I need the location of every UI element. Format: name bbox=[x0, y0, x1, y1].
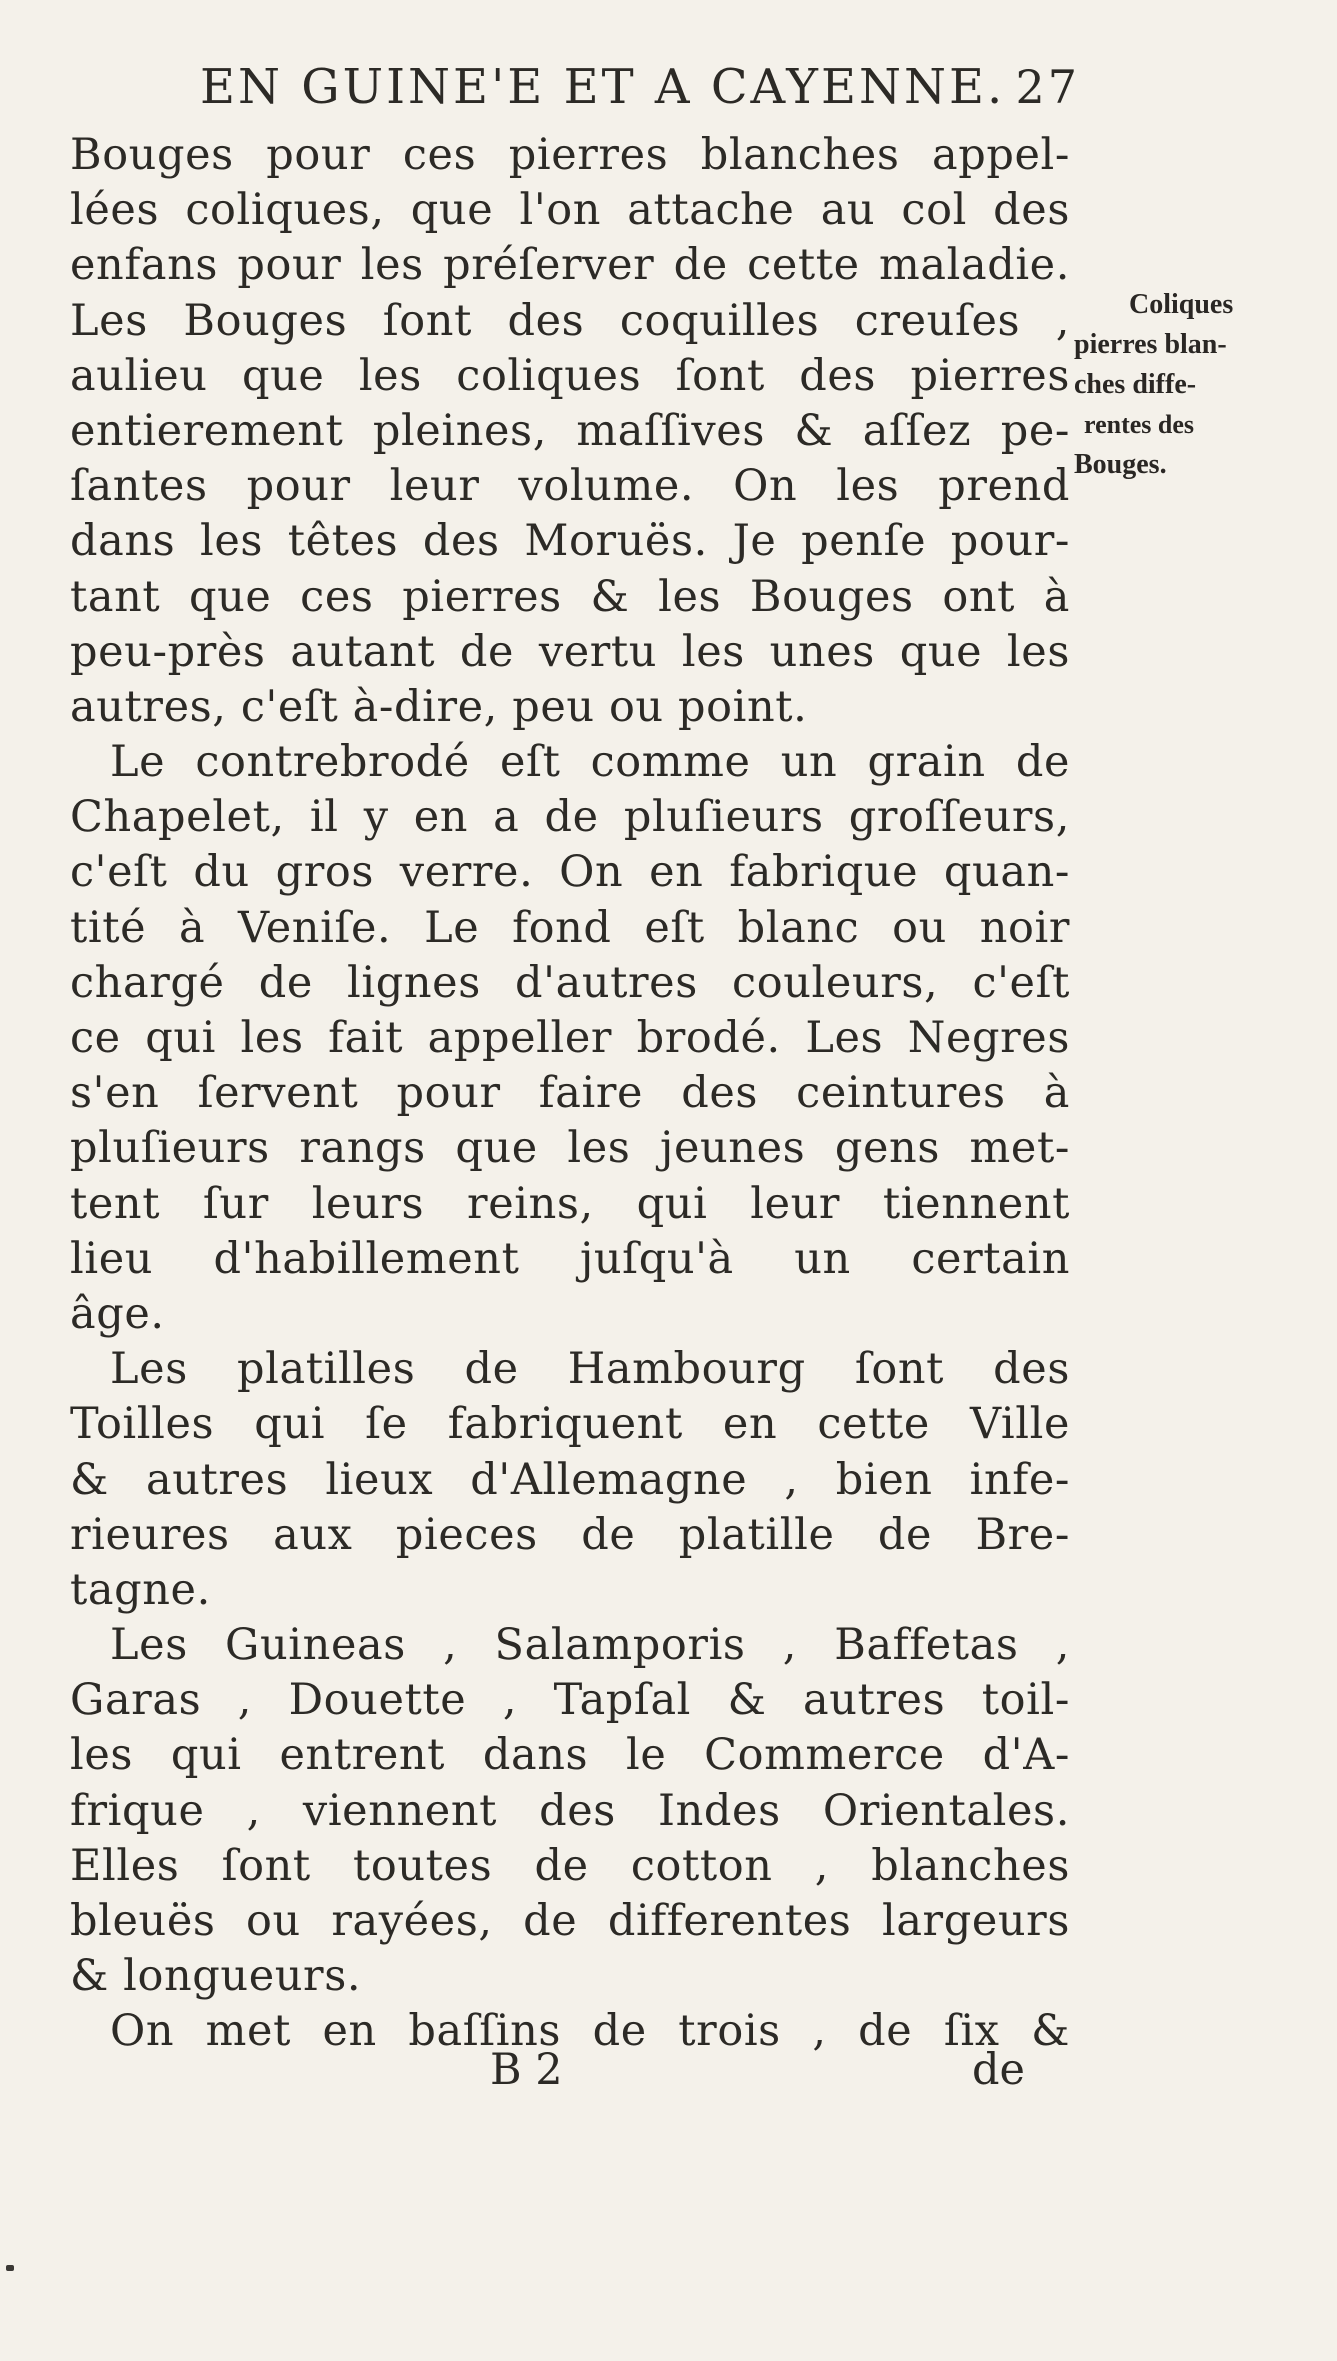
text-line: Bouges pour ces pierres blanches appel- bbox=[70, 130, 1070, 180]
text-line: Garas , Douette , Tapſal & autres toil- bbox=[70, 1675, 1070, 1726]
text-line: c'eſt du gros verre. On en fabrique quan- bbox=[70, 847, 1070, 898]
text-line: les qui entrent dans le Commerce d'A- bbox=[70, 1730, 1070, 1781]
text-line: bleuës ou rayées, de differentes largeurs bbox=[70, 1896, 1070, 1946]
running-header bbox=[200, 52, 1080, 122]
text-line: & autres lieux d'Allemagne , bien infe- bbox=[70, 1454, 1070, 1505]
text-line: Les Bouges ſont des coquilles creuſes , bbox=[70, 295, 1070, 346]
text-line: âge. bbox=[70, 1288, 165, 1339]
text-line: lées coliques, que l'on attache au col des bbox=[70, 185, 1070, 236]
page-number: 27 bbox=[1015, 60, 1080, 114]
text-line: tagne. bbox=[70, 1564, 211, 1615]
text-line: pluſieurs rangs que les jeunes gens met- bbox=[70, 1123, 1070, 1174]
text-line: autres, c'eſt à-dire, peu ou point. bbox=[70, 681, 808, 732]
margin-note-line: ches diffe- bbox=[1074, 369, 1197, 400]
margin-note-line: Coliques bbox=[1129, 289, 1234, 320]
text-line: Les Guineas , Salamporis , Baffetas , bbox=[110, 1620, 1070, 1671]
page-footer bbox=[70, 2040, 1070, 2100]
text-line: aulieu que les coliques ſont des pierres bbox=[70, 350, 1070, 401]
margin-note-line: pierres blan- bbox=[1074, 329, 1227, 360]
text-line: chargé de lignes d'autres couleurs, c'eſt bbox=[70, 957, 1070, 1008]
text-line: Les platilles de Hambourg ſont des bbox=[110, 1344, 1070, 1395]
running-title: EN GUINE'E ET A CAYENNE. bbox=[200, 59, 1006, 115]
catchword: de bbox=[972, 2045, 1025, 2095]
margin-note-line: rentes des bbox=[1084, 410, 1195, 439]
margin-note-line: Bouges. bbox=[1074, 449, 1167, 480]
text-line: enfans pour les préſerver de cette maladie. bbox=[70, 240, 1070, 291]
text-line: tent ſur leurs reins, qui leur tiennent bbox=[70, 1178, 1070, 1229]
text-line: ce qui les fait appeller brodé. Les Negres bbox=[70, 1013, 1070, 1063]
text-line: & longueurs. bbox=[70, 1951, 362, 2002]
text-line: dans les têtes des Moruës. Je penſe pour- bbox=[70, 516, 1070, 567]
signature-mark: B 2 bbox=[490, 2045, 563, 2095]
ink-spot bbox=[6, 2265, 14, 2271]
text-line: lieu d'habillement juſqu'à un certain bbox=[70, 1233, 1070, 1284]
text-line: peu-près autant de vertu les unes que les bbox=[70, 626, 1070, 677]
text-line: Le contrebrodé eſt comme un grain de bbox=[110, 737, 1070, 788]
text-line: s'en ſervent pour faire des ceintures à bbox=[70, 1068, 1070, 1119]
text-line: ſantes pour leur volume. On les prend bbox=[70, 461, 1070, 512]
text-line: Toilles qui ſe fabriquent en cette Ville bbox=[70, 1399, 1070, 1450]
text-line: Elles ſont toutes de cotton , blanches bbox=[70, 1840, 1070, 1891]
text-line: rieures aux pieces de platille de Bre- bbox=[70, 1509, 1070, 1560]
text-line: tant que ces pierres & les Bouges ont à bbox=[70, 571, 1070, 622]
margin-note bbox=[1074, 285, 1314, 485]
text-line: entierement pleines, maſſives & aſſez pe- bbox=[70, 405, 1070, 456]
text-line: Chapelet, il y en a de pluſieurs groſſeurs, bbox=[70, 792, 1070, 843]
body-text bbox=[70, 128, 1070, 2060]
text-line: On met en baſſins de trois , de ſix & bbox=[110, 2006, 1070, 2057]
text-line: frique , viennent des Indes Orientales. bbox=[70, 1785, 1070, 1836]
text-line: tité à Veniſe. Le fond eſt blanc ou noir bbox=[70, 902, 1070, 953]
